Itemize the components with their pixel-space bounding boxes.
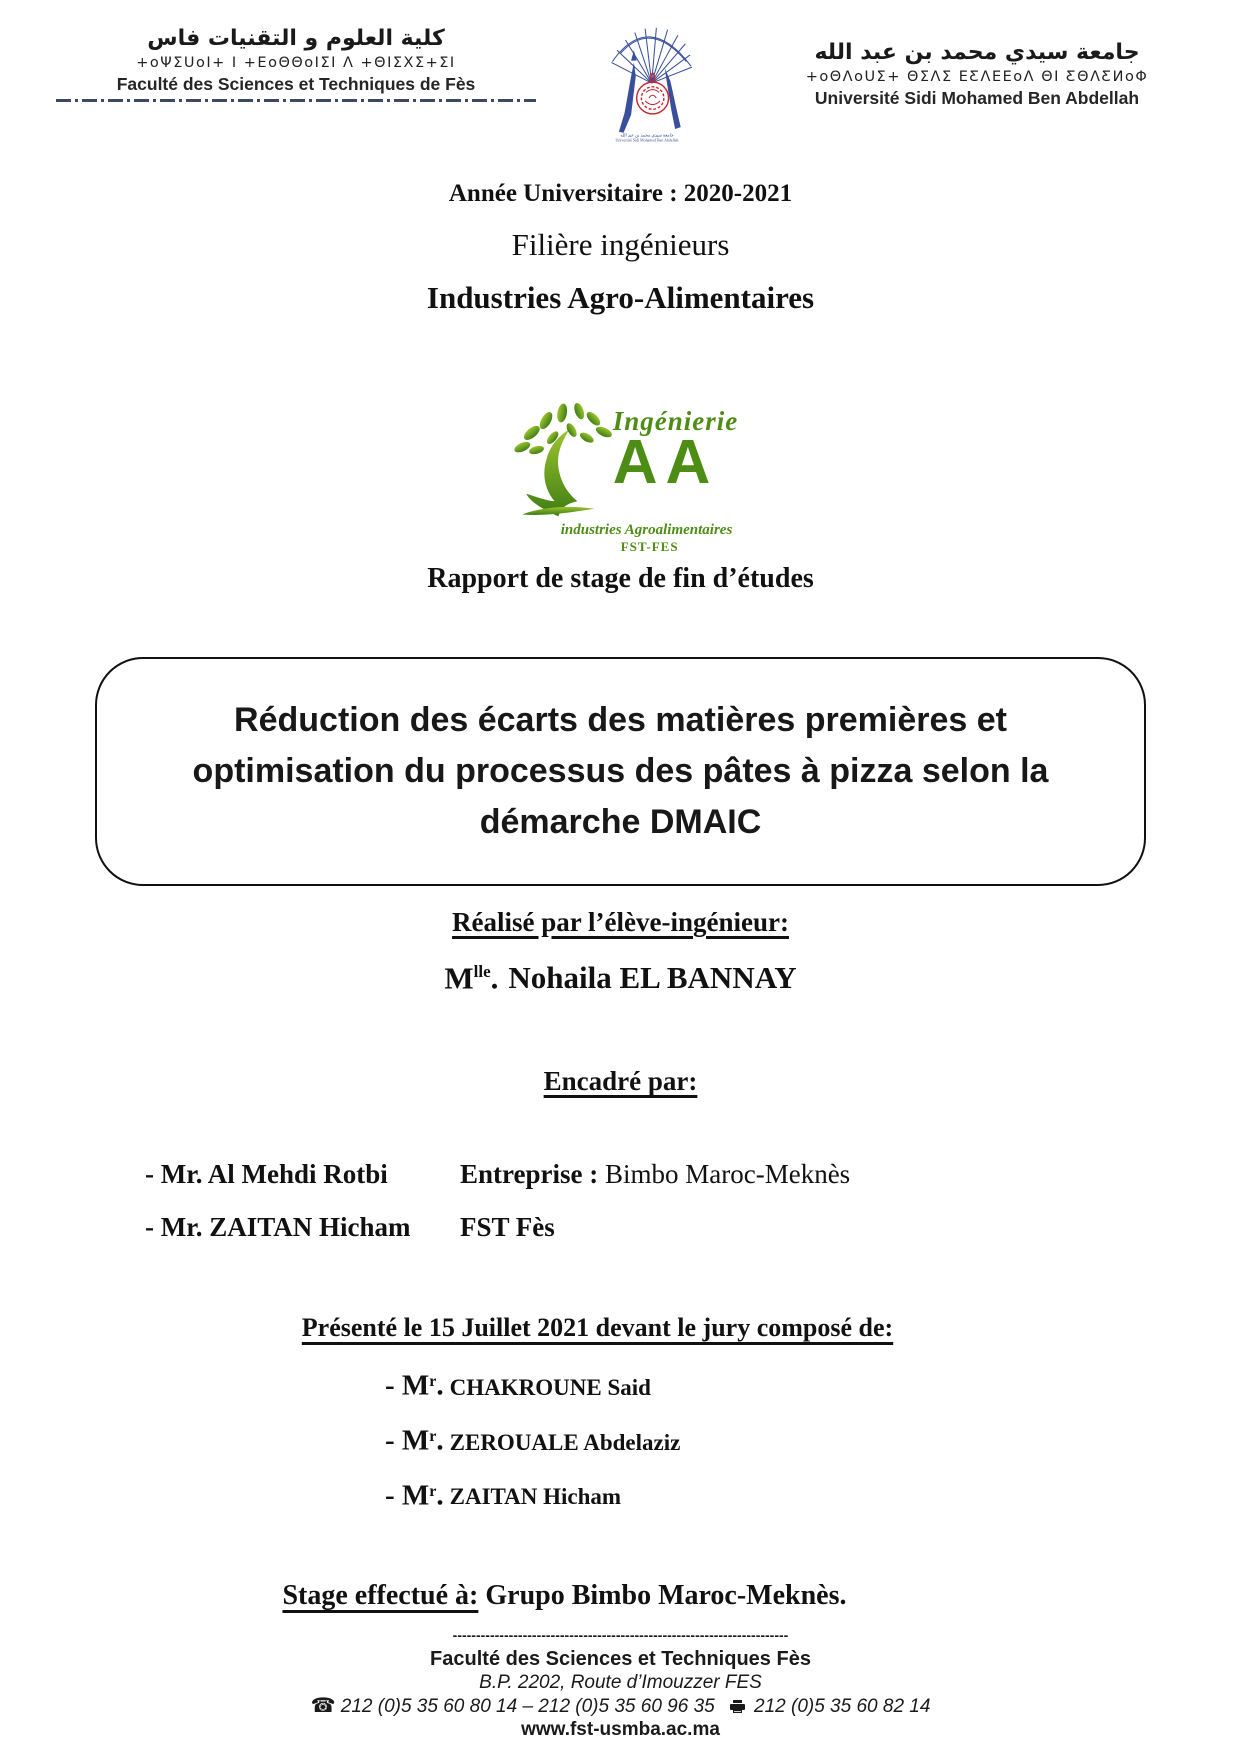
university-name-arabic: جامعة سيدي محمد بن عبد الله xyxy=(814,40,1140,65)
report-title-box xyxy=(95,657,1146,886)
footer-separator: ------------------------------------------------------------------------ xyxy=(452,1627,789,1644)
university-name-tifinagh: +oΘΛoUΣ+ ΘΣΛΣ ΕƸΛΕΕoΛ ΘΙ ƸΘΛƸИoΦ xyxy=(805,69,1149,85)
author-name-line xyxy=(0,952,1241,998)
jury-member-title: - M xyxy=(385,1424,430,1457)
page-footer xyxy=(0,1626,1241,1741)
jury-member-title-dot: . xyxy=(436,1369,444,1402)
aa-logo-subcaption: FST-FES xyxy=(620,539,679,554)
supervisor-name: - Mr. Al Mehdi Rotbi xyxy=(145,1159,388,1190)
jury-member-row xyxy=(0,1420,1241,1460)
jury-member-title: - M xyxy=(385,1369,430,1402)
aa-logo-script-text: Ingénierie xyxy=(612,406,739,436)
supervisor-row xyxy=(0,1209,1241,1245)
jury-member-title-sup: r xyxy=(429,1373,437,1391)
svg-text:جامعة سيدي محمد بن عبد الله: جامعة سيدي محمد بن عبد الله xyxy=(619,132,674,138)
footer-phone-numbers: 212 (0)5 35 60 80 14 – 212 (0)5 35 60 96 35 xyxy=(335,1696,715,1718)
university-crest-logo xyxy=(600,25,694,148)
tree-icon xyxy=(503,395,627,523)
internship-label: Stage effectué à: xyxy=(282,1580,479,1612)
phone-icon: ☎ xyxy=(310,1693,336,1718)
page-header xyxy=(0,25,1241,148)
crest-icon xyxy=(600,25,694,143)
aa-logo-initials: AA xyxy=(612,428,719,497)
academic-year: Année Universitaire : 2020-2021 xyxy=(448,180,793,207)
jury-member-name: ZAITAN Hicham xyxy=(449,1484,622,1510)
footer-address: B.P. 2202, Route d’Imouzzer FES xyxy=(479,1672,762,1694)
supervisor-row xyxy=(0,1156,1241,1192)
jury-member-row xyxy=(0,1475,1241,1515)
internship-company: Grupo Bimbo Maroc-Meknès. xyxy=(478,1580,847,1612)
footer-faculty-name: Faculté des Sciences et Techniques Fès xyxy=(430,1648,811,1671)
supervisors-heading: Encadré par: xyxy=(543,1066,698,1097)
faculty-name-arabic: كلية العلوم و التقنيات فاس xyxy=(147,26,445,51)
jury-member-title-dot: . xyxy=(436,1424,444,1457)
jury-member-title-dot: . xyxy=(436,1479,444,1512)
jury-member-title: - M xyxy=(385,1479,430,1512)
author-title-sup: lle xyxy=(473,962,491,981)
faculty-name-tifinagh: +oΨΣUoI+ I +ΕoΘΘoIΣI Λ +ΘΙΣΧΣ+ΣΙ xyxy=(136,55,456,71)
author-heading: Réalisé par l’élève-ingénieur: xyxy=(452,907,789,937)
faculty-name-french: Faculté des Sciences et Techniques de Fès xyxy=(116,74,476,94)
jury-member-name: ZEROUALE Abdelaziz xyxy=(449,1429,681,1455)
aa-logo-caption: industries Agroalimentaires xyxy=(560,522,733,538)
university-header-block xyxy=(757,25,1197,109)
dash-dot-divider xyxy=(56,99,536,102)
report-title-line: démarche DMAIC xyxy=(479,803,762,841)
university-name-french: Université Sidi Mohamed Ben Abdellah xyxy=(814,88,1140,108)
program-name: Filière ingénieurs xyxy=(511,227,730,262)
jury-member-title-sup: r xyxy=(429,1427,437,1445)
jury-member-title-sup: r xyxy=(429,1482,437,1500)
internship-line xyxy=(0,1578,1129,1614)
faculty-header-block xyxy=(56,25,536,102)
report-title-line: optimisation du processus des pâtes à pizza selon la xyxy=(192,752,1049,790)
supervisor-affiliation-value: Bimbo Maroc-Meknès xyxy=(598,1159,851,1190)
footer-fax-number: 212 (0)5 35 60 82 14 xyxy=(748,1696,931,1718)
author-title-dot: . xyxy=(490,960,499,996)
report-type-title: Rapport de stage de fin d’études xyxy=(427,563,814,594)
jury-member-row xyxy=(0,1365,1241,1405)
fax-icon xyxy=(729,1699,746,1714)
footer-website: www.fst-usmba.ac.ma xyxy=(521,1719,720,1741)
author-title: M xyxy=(444,960,474,996)
jury-heading: Présenté le 15 Juillet 2021 devant le jury composé de: xyxy=(301,1313,894,1343)
svg-text:Université Sidi Mohamed Ben Ab: Université Sidi Mohamed Ben Abdellah xyxy=(615,137,678,143)
supervisor-affiliation-label: FST Fès xyxy=(460,1212,555,1243)
jury-member-name: CHAKROUNE Said xyxy=(449,1374,651,1400)
specialty-name: Industries Agro-Alimentaires xyxy=(426,280,815,315)
footer-contacts xyxy=(0,1694,1241,1718)
report-title-line: Réduction des écarts des matières premières et xyxy=(234,701,1007,739)
supervisor-affiliation-label: Entreprise : xyxy=(460,1159,599,1190)
author-name: Nohaila EL BANNAY xyxy=(508,960,797,996)
supervisor-name: - Mr. ZAITAN Hicham xyxy=(145,1212,411,1243)
aa-logo-block xyxy=(0,395,1241,555)
